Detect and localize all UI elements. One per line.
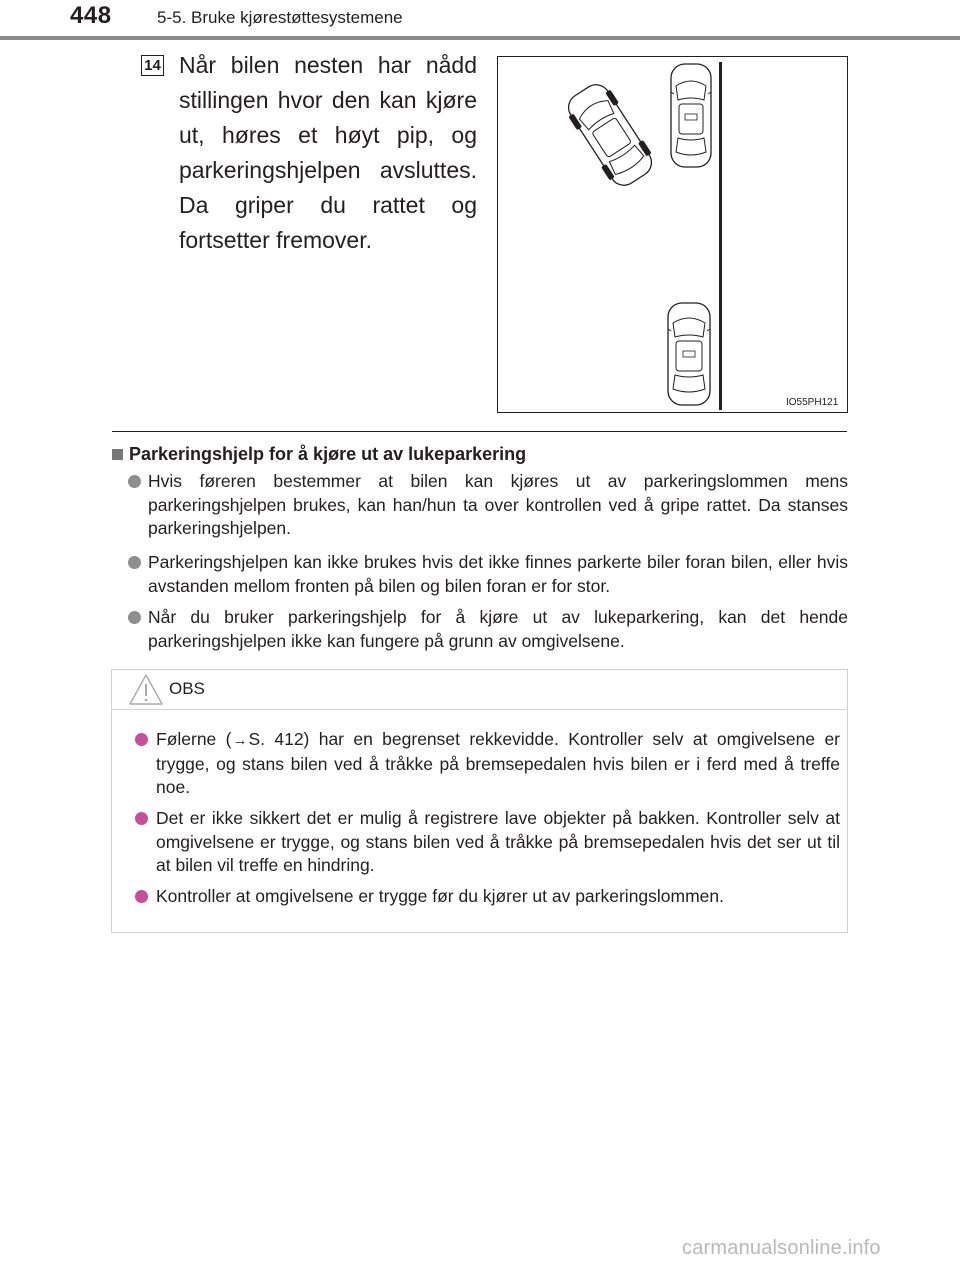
caution-header-rule <box>111 709 848 710</box>
watermark: carmanualsonline.info <box>682 1237 881 1259</box>
bullet-icon <box>135 733 148 746</box>
caution-item <box>135 807 840 878</box>
page-number: 448 <box>70 2 112 29</box>
section-divider <box>112 431 847 432</box>
caution-item <box>135 728 840 800</box>
parked-car-front <box>671 64 711 167</box>
bullet-icon <box>135 812 148 825</box>
caution-item-text <box>156 728 840 800</box>
list-item-text: Hvis føreren bestemmer at bilen kan kjøres ut av parkeringslommen mens parkeringshjelpen brukes, kan han/hun ta over kontrollen ved å gripe rattet. Da stanses parkeringshjelpen. <box>148 471 848 538</box>
subsection-heading <box>112 444 526 465</box>
arrow-right-icon: → <box>232 732 248 749</box>
parking-diagram-svg <box>498 57 847 412</box>
parked-car-rear <box>668 303 710 405</box>
bullet-icon <box>135 890 148 903</box>
caution-title: OBS <box>169 679 205 698</box>
header-rule <box>0 36 960 40</box>
own-car-leaving <box>561 78 660 192</box>
illustration-code: IO55PH121 <box>786 397 839 408</box>
list-item <box>128 606 848 653</box>
caution-item-text: Kontroller at omgivelsene er trygge før du kjører ut av parkeringslommen. <box>156 886 725 906</box>
heading-square-icon <box>112 449 123 460</box>
caution-item-text-start: Følerne ( <box>156 729 232 749</box>
list-item-text: Parkeringshjelpen kan ikke brukes hvis det ikke finnes parkerte biler foran bilen, eller hvis avstanden mellom fronten på bilen og bilen foran er for stor. <box>148 552 848 596</box>
list-item <box>128 470 848 541</box>
step-number-badge: 14 <box>141 55 164 76</box>
subsection-heading-text: Parkeringshjelp for å kjøre ut av lukeparkering <box>129 444 527 464</box>
step-text: Når bilen nesten har nådd stillingen hvor den kan kjøre ut, høres et høyt pip, og parkeringshjelpen avsluttes. Da griper du rattet og fortsetter fremover. <box>179 52 477 253</box>
list-item-text: Når du bruker parkeringshjelp for å kjøre ut av lukeparkering, kan det hende parkeringshjelpen ikke kan fungere på grunn av omgivelsene. <box>148 607 848 651</box>
list-item <box>128 551 848 598</box>
caution-item-text: Det er ikke sikkert det er mulig å registrere lave objekter på bakken. Kontroller selv at omgivelsene er trygge, og stans bilen ved å tråkke på bremsepedalen hvis det ser ut til at bilen vil treffe en hindring. <box>156 808 840 875</box>
section-title: 5-5. Bruke kjørestøttesystemene <box>157 8 403 27</box>
bullet-icon <box>128 611 141 624</box>
curb-line <box>719 62 722 410</box>
caution-item <box>135 885 840 909</box>
bullet-icon <box>128 556 141 569</box>
caution-item-text-end: S. 412) har en begrenset rekkevidde. Kontroller selv at omgivelsene er trygge, og stans bilen ved å tråkke på bremsepedalen hvis bilen er i ferd med å treffe noe. <box>156 729 840 797</box>
parking-illustration <box>497 56 848 413</box>
bullet-icon <box>128 475 141 488</box>
warning-triangle-icon <box>128 673 164 706</box>
